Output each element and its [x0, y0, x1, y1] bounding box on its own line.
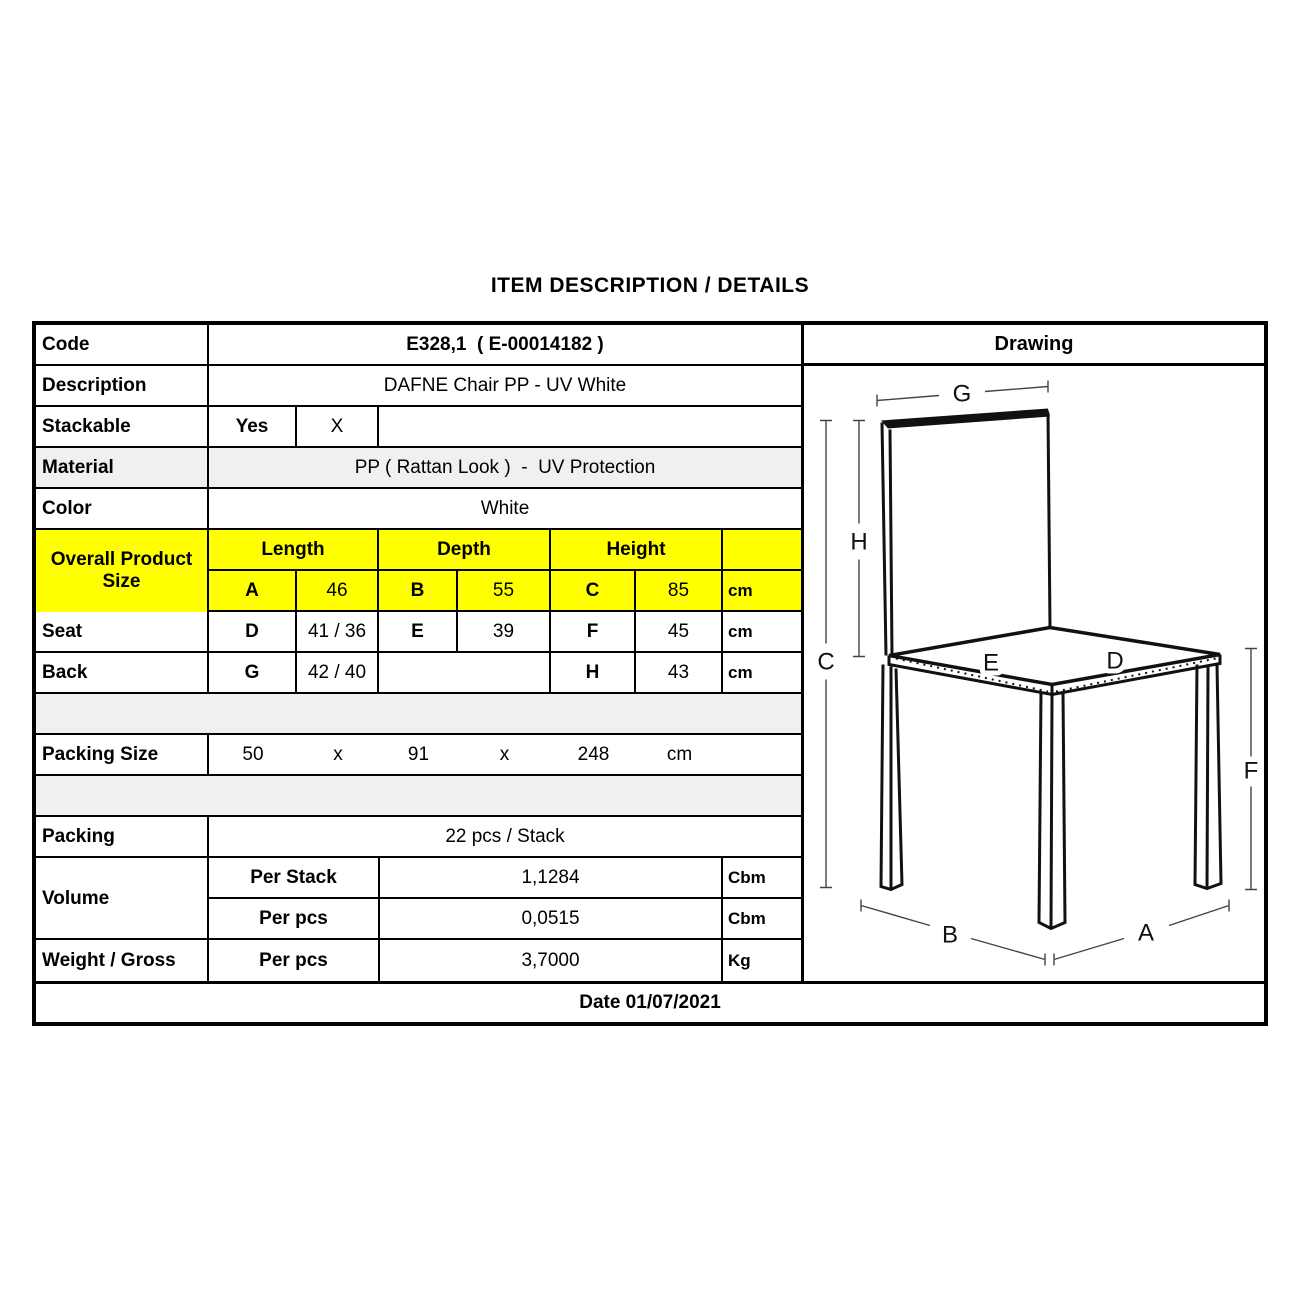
- dim-c-key: C: [551, 571, 636, 610]
- volume-per-pcs-name: Per pcs: [209, 899, 380, 938]
- seat-f-key: F: [551, 612, 636, 651]
- packing-row: [36, 817, 801, 858]
- color-label: Color: [36, 489, 209, 528]
- dim-label-h: H: [850, 528, 868, 556]
- back-empty-cell: [379, 653, 551, 692]
- packing-size-label: Packing Size: [36, 735, 209, 774]
- weight-value: 3,7000: [380, 940, 723, 981]
- drawing-section: [801, 325, 1264, 981]
- back-h-key: H: [551, 653, 636, 692]
- chair-backrest: [882, 413, 1050, 656]
- spacer-row-1: [36, 694, 801, 735]
- volume-label: Volume: [36, 858, 209, 940]
- color-value: White: [480, 497, 530, 519]
- packing-size-sep2: x: [499, 743, 510, 765]
- volume-per-pcs-row: [209, 899, 801, 938]
- dim-label-f: F: [1243, 757, 1259, 785]
- volume-block: [36, 858, 801, 940]
- length-header: Length: [209, 530, 379, 569]
- packing-size-v2: 91: [407, 743, 430, 765]
- chair-backrest-top-bar: [881, 409, 1050, 429]
- seat-f-value: 45: [636, 612, 723, 651]
- stackable-mark: X: [297, 407, 379, 446]
- spacer-cell: [36, 694, 801, 733]
- dim-label-a: A: [1137, 919, 1155, 947]
- dim-label-g: G: [952, 380, 972, 408]
- back-h-value: 43: [636, 653, 723, 692]
- packing-size-v1: 50: [242, 743, 264, 765]
- chair-right-leg: [1195, 665, 1221, 889]
- volume-per-stack-name: Per Stack: [209, 858, 380, 897]
- code-row: [36, 325, 801, 366]
- dim-a-key: A: [209, 571, 297, 610]
- stackable-option: Yes: [209, 407, 297, 446]
- dim-a-value: 46: [297, 571, 379, 610]
- page-title: ITEM DESCRIPTION / DETAILS: [490, 274, 810, 297]
- weight-per-pcs-name: Per pcs: [209, 940, 380, 981]
- back-g-key: G: [209, 653, 297, 692]
- date-row: [36, 981, 1264, 1022]
- dim-b-key: B: [379, 571, 458, 610]
- seat-unit: cm: [728, 621, 753, 641]
- overall-size-label: Overall Product Size: [36, 530, 209, 612]
- code-label: Code: [36, 325, 209, 364]
- description-value: DAFNE Chair PP - UV White: [383, 374, 627, 396]
- overall-size-header-row: [209, 530, 801, 571]
- volume-per-pcs-unit: Cbm: [728, 908, 766, 928]
- dim-b-value: 55: [458, 571, 551, 610]
- dim-c-value: 85: [636, 571, 723, 610]
- seat-e-key: E: [379, 612, 458, 651]
- details-left-section: [36, 325, 801, 981]
- date-value: Date 01/07/2021: [579, 992, 721, 1013]
- overall-size-grid: [209, 530, 801, 610]
- overall-size-block: [36, 530, 801, 612]
- color-row: [36, 489, 801, 530]
- stackable-empty-cell: [379, 407, 801, 446]
- seat-label: Seat: [36, 612, 209, 651]
- back-g-value: 42 / 40: [297, 653, 379, 692]
- volume-per-stack-row: [209, 858, 801, 899]
- weight-label: Weight / Gross: [36, 940, 209, 981]
- depth-header: Depth: [379, 530, 551, 569]
- material-row: [36, 448, 801, 489]
- packing-value: 22 pcs / Stack: [445, 825, 565, 847]
- chair-seat-top: [889, 628, 1220, 685]
- dim-label-b: B: [941, 921, 959, 949]
- chair-back-left-leg: [881, 665, 902, 890]
- volume-per-pcs-value: 0,0515: [380, 899, 723, 938]
- volume-grid: [209, 858, 801, 938]
- description-row: [36, 366, 801, 407]
- overall-unit: cm: [723, 571, 801, 610]
- dim-label-c: C: [817, 648, 835, 676]
- seat-d-key: D: [209, 612, 297, 651]
- seat-row: [36, 612, 801, 653]
- dim-label-d: D: [1106, 647, 1124, 675]
- height-header: Height: [551, 530, 723, 569]
- chair-front-leg: [1039, 692, 1065, 929]
- spacer-row-2: [36, 776, 801, 817]
- seat-e-value: 39: [458, 612, 551, 651]
- material-label: Material: [36, 448, 209, 487]
- dim-label-e: E: [982, 649, 1000, 677]
- packing-size-sep1: x: [333, 743, 343, 765]
- packing-size-row: [36, 735, 801, 776]
- item-details-table: [32, 321, 1268, 1026]
- stackable-row: [36, 407, 801, 448]
- packing-label: Packing: [36, 817, 209, 856]
- back-row: [36, 653, 801, 694]
- overall-unit-header-cell: [723, 530, 801, 569]
- packing-size-v3: 248: [577, 743, 610, 765]
- volume-per-stack-unit: Cbm: [728, 867, 766, 887]
- back-label: Back: [36, 653, 209, 692]
- description-label: Description: [36, 366, 209, 405]
- overall-size-values-row: [209, 571, 801, 610]
- chair-drawing: [804, 366, 1264, 981]
- seat-d-value: 41 / 36: [297, 612, 379, 651]
- packing-size-unit: cm: [666, 743, 693, 765]
- weight-row: [36, 940, 801, 981]
- code-value: E328,1 ( E-00014182 ): [406, 333, 604, 355]
- material-value: PP ( Rattan Look ) - UV Protection: [209, 448, 801, 487]
- volume-per-stack-value: 1,1284: [380, 858, 723, 897]
- stackable-label: Stackable: [36, 407, 209, 446]
- weight-unit: Kg: [728, 950, 751, 970]
- back-unit: cm: [728, 662, 753, 682]
- spacer-cell: [36, 776, 801, 815]
- drawing-title: Drawing: [804, 325, 1264, 366]
